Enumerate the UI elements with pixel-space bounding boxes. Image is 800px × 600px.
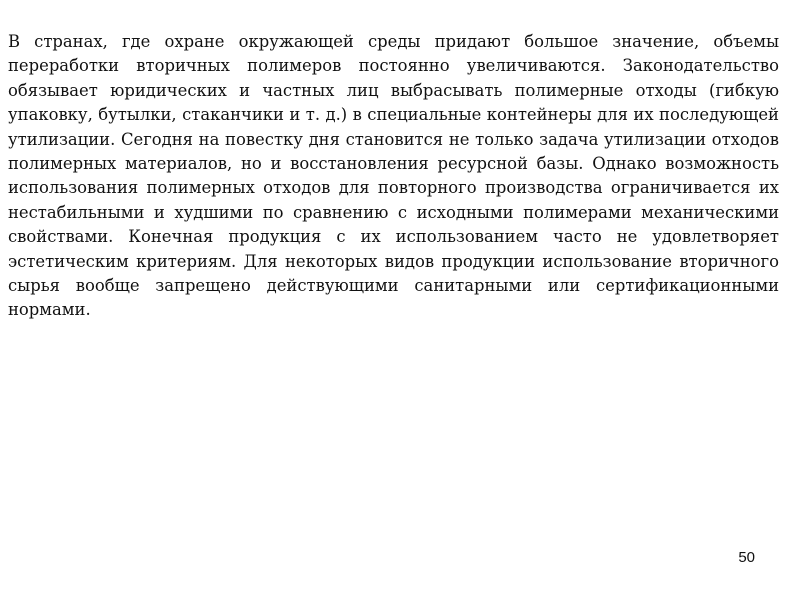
- body-paragraph: В странах, где охране окружающей среды придают большое значение, объемы переработки вторичных полимеров постоянно увеличиваются. Законодательство обязывает юридических и частных лиц выбрасывать полимерные отходы (гибкую упаковку, бутылки, стаканчики и т. д.) в специальные контейнеры для их последующей утилизации. Сегодня на повестку дня становится не только задача утилизации отходов полимерных материалов, но и восстановления ресурсной базы. Однако возможность использования полимерных отходов для повторного производства ограничивается их нестабильными и худшими по сравнению с исходными полимерами механическими свойствами. Конечная продукция с их использованием часто не удовлетворяет эстетическим критериям. Для некоторых видов продукции использование вторичного сырья вообще запрещено действующими санитарными или сертификационными нормами.: [8, 32, 779, 320]
- page-number: 50: [738, 549, 755, 566]
